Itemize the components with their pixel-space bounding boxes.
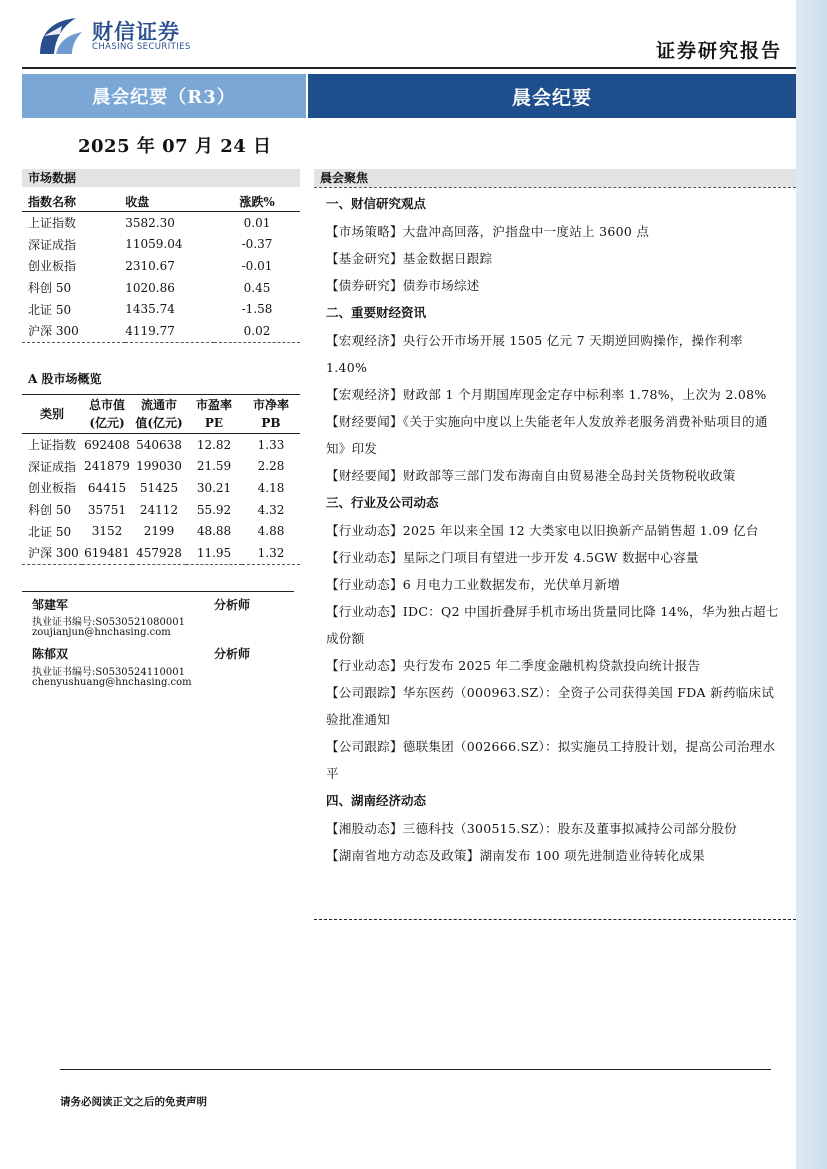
- analyst-role: 分析师: [214, 647, 251, 661]
- a-share-cell: 540638: [136, 437, 182, 452]
- header-rule: [22, 67, 796, 69]
- market-cell: 0.45: [243, 280, 271, 295]
- market-cell: 0.02: [214, 320, 300, 342]
- analyst-name: 邹建军: [32, 598, 69, 612]
- news-item: 【行业动态】6 月电力工业数据发布，光伏单月新增: [326, 577, 621, 592]
- a-share-cell: 4.88: [257, 524, 285, 539]
- news-item: 【基金研究】基金数据日跟踪: [326, 251, 493, 266]
- analyst-email: zoujianjun@hnchasing.com: [32, 627, 171, 638]
- market-cell: 2310.67: [125, 258, 175, 273]
- focus-content: [314, 190, 796, 869]
- table-row: [22, 255, 300, 277]
- table-row: [22, 520, 300, 542]
- table-row: [22, 212, 300, 234]
- a-share-header-pe: 市盈率 PE: [186, 395, 242, 434]
- focus-bottom-rule: [314, 919, 796, 920]
- a-share-cell: 创业板指: [28, 481, 77, 496]
- market-cell: 上证指数: [28, 216, 77, 231]
- a-share-cell: 2199: [143, 524, 175, 539]
- market-cell: 11059.04: [125, 237, 183, 252]
- news-item: 【行业动态】星际之门项目有望进一步开发 4.5GW 数据中心容量: [326, 550, 699, 565]
- table-row: [22, 456, 300, 478]
- a-share-cell: 上证指数: [28, 438, 77, 453]
- news-item: 【行业动态】央行发布 2025 年二季度金融机构贷款投向统计报告: [326, 658, 701, 673]
- analyst-role: 分析师: [214, 598, 251, 612]
- market-section-title: 市场数据: [22, 169, 300, 187]
- market-table: [22, 191, 300, 343]
- focus-section-title: 晨会聚焦: [314, 169, 796, 187]
- a-share-cell: 619481: [82, 542, 132, 564]
- a-share-cell: 北证 50: [28, 524, 72, 539]
- banner-right: 晨会纪要: [308, 74, 796, 118]
- side-decoration-strip: [796, 0, 827, 1169]
- market-cell: 1435.74: [125, 302, 175, 317]
- market-header-name: 指数名称: [22, 191, 125, 212]
- news-item: 【湖南省地方动态及政策】湖南发布 100 项先进制造业待转化成果: [326, 848, 705, 863]
- a-share-cell: 4.32: [257, 502, 285, 517]
- banner-left: 晨会纪要（R3）: [22, 74, 306, 118]
- a-share-cell: 11.95: [186, 542, 242, 564]
- a-share-cell: 深证成指: [28, 459, 77, 474]
- news-item: 【公司跟踪】德联集团（002666.SZ）：拟实施员工持股计划，提高公司治理水平: [326, 739, 776, 781]
- market-cell: -0.01: [241, 258, 273, 273]
- news-item: 【湘股动态】三德科技（300515.SZ）：股东及董事拟减持公司部分股份: [326, 821, 737, 836]
- analysts-rule: [22, 591, 294, 592]
- market-cell: 1020.86: [125, 280, 175, 295]
- market-cell: 创业板指: [28, 259, 77, 274]
- a-share-section-title: A 股市场概览: [28, 372, 102, 386]
- a-share-cell: 科创 50: [28, 503, 72, 518]
- analyst-cert: 执业证书编号:S0530524110001: [32, 667, 185, 678]
- news-item: 【行业动态】IDC：Q2 中国折叠屏手机市场出货量同比降 14%，华为独占超七成份额: [326, 604, 779, 646]
- table-row: [22, 499, 300, 521]
- market-cell: 沪深 300: [22, 320, 125, 342]
- news-item: 【债券研究】债券市场综述: [326, 278, 480, 293]
- market-cell: 深证成指: [28, 237, 77, 252]
- a-share-header-mktcap: 总市值 (亿元): [82, 395, 132, 434]
- a-share-cell: 199030: [136, 459, 182, 474]
- news-item: 【行业动态】2025 年以来全国 12 大类家电以旧换新产品销售超 1.09 亿台: [326, 523, 759, 538]
- focus-top-rule: [314, 187, 796, 188]
- market-header-change: 涨跌%: [214, 191, 300, 212]
- market-cell: -0.37: [241, 237, 273, 252]
- analyst-name: 陈郁双: [32, 647, 69, 661]
- section-heading: 一、财信研究观点: [326, 196, 427, 211]
- a-share-cell: 3152: [91, 524, 123, 539]
- news-item: 【市场策略】大盘冲高回落，沪指盘中一度站上 3600 点: [326, 224, 650, 239]
- report-type: 证券研究报告: [655, 40, 782, 62]
- company-name: 财信证券: [92, 20, 180, 44]
- table-row: [22, 542, 300, 564]
- table-row: [22, 477, 300, 499]
- a-share-cell: 51425: [139, 480, 179, 495]
- a-share-cell: 21.59: [196, 459, 232, 474]
- a-share-cell: 241879: [84, 459, 130, 474]
- section-heading: 四、湖南经济动态: [326, 793, 427, 808]
- a-share-cell: 457928: [132, 542, 186, 564]
- a-share-cell: 沪深 300: [22, 542, 82, 564]
- a-share-cell: 2.28: [257, 459, 285, 474]
- market-cell: 科创 50: [28, 281, 72, 296]
- section-heading: 三、行业及公司动态: [326, 495, 439, 510]
- a-share-cell: 35751: [87, 502, 127, 517]
- footer-rule: [60, 1069, 771, 1070]
- analyst-cert: 执业证书编号:S0530521080001: [32, 617, 185, 628]
- table-row: [22, 234, 300, 256]
- news-item: 【财经要闻】《关于实施向中度以上失能老年人发放养老服务消费补贴项目的通知》印发: [326, 414, 768, 456]
- table-row: [22, 434, 300, 456]
- a-share-cell: 64415: [87, 480, 127, 495]
- a-share-cell: 1.33: [257, 437, 285, 452]
- news-item: 【宏观经济】财政部 1 个月期国库现金定存中标利率 1.78%，上次为 2.08%: [326, 387, 767, 402]
- a-share-cell: 48.88: [196, 524, 232, 539]
- table-row: [22, 320, 300, 342]
- a-share-cell: 12.82: [196, 437, 232, 452]
- table-row: [22, 298, 300, 320]
- analyst-email: chenyushuang@hnchasing.com: [32, 677, 192, 688]
- company-logo-icon: [36, 14, 84, 58]
- section-heading: 二、重要财经资讯: [326, 305, 427, 320]
- a-share-cell: 692408: [84, 437, 130, 452]
- a-share-cell: 55.92: [196, 502, 232, 517]
- market-cell: 北证 50: [28, 302, 72, 317]
- a-share-cell: 4.18: [257, 480, 285, 495]
- a-share-header-float: 流通市 值(亿元): [132, 395, 186, 434]
- report-date: 2025 年 07 月 24 日: [78, 136, 272, 157]
- a-share-cell: 24112: [139, 502, 179, 517]
- a-share-cell: 1.32: [242, 542, 300, 564]
- news-item: 【公司跟踪】华东医药（000963.SZ）：全资子公司获得美国 FDA 新药临床试验批准通知: [326, 685, 775, 727]
- a-share-header-pb: 市净率 PB: [242, 395, 300, 434]
- news-item: 【财经要闻】财政部等三部门发布海南自由贸易港全岛封关货物税收政策: [326, 468, 736, 483]
- a-share-cell: 30.21: [196, 480, 232, 495]
- a-share-table: [22, 394, 300, 565]
- news-item: 【宏观经济】央行公开市场开展 1505 亿元 7 天期逆回购操作，操作利率 1.40%: [326, 333, 743, 375]
- disclaimer-note: 请务必阅读正文之后的免责声明: [60, 1096, 207, 1108]
- market-cell: 3582.30: [125, 215, 175, 230]
- market-header-close: 收盘: [125, 191, 214, 212]
- market-cell: -1.58: [241, 302, 273, 317]
- market-cell: 0.01: [243, 215, 271, 230]
- market-cell: 4119.77: [125, 320, 214, 342]
- company-name-en: CHASING SECURITIES: [92, 42, 191, 52]
- table-row: [22, 277, 300, 299]
- a-share-header-category: 类别: [22, 395, 82, 434]
